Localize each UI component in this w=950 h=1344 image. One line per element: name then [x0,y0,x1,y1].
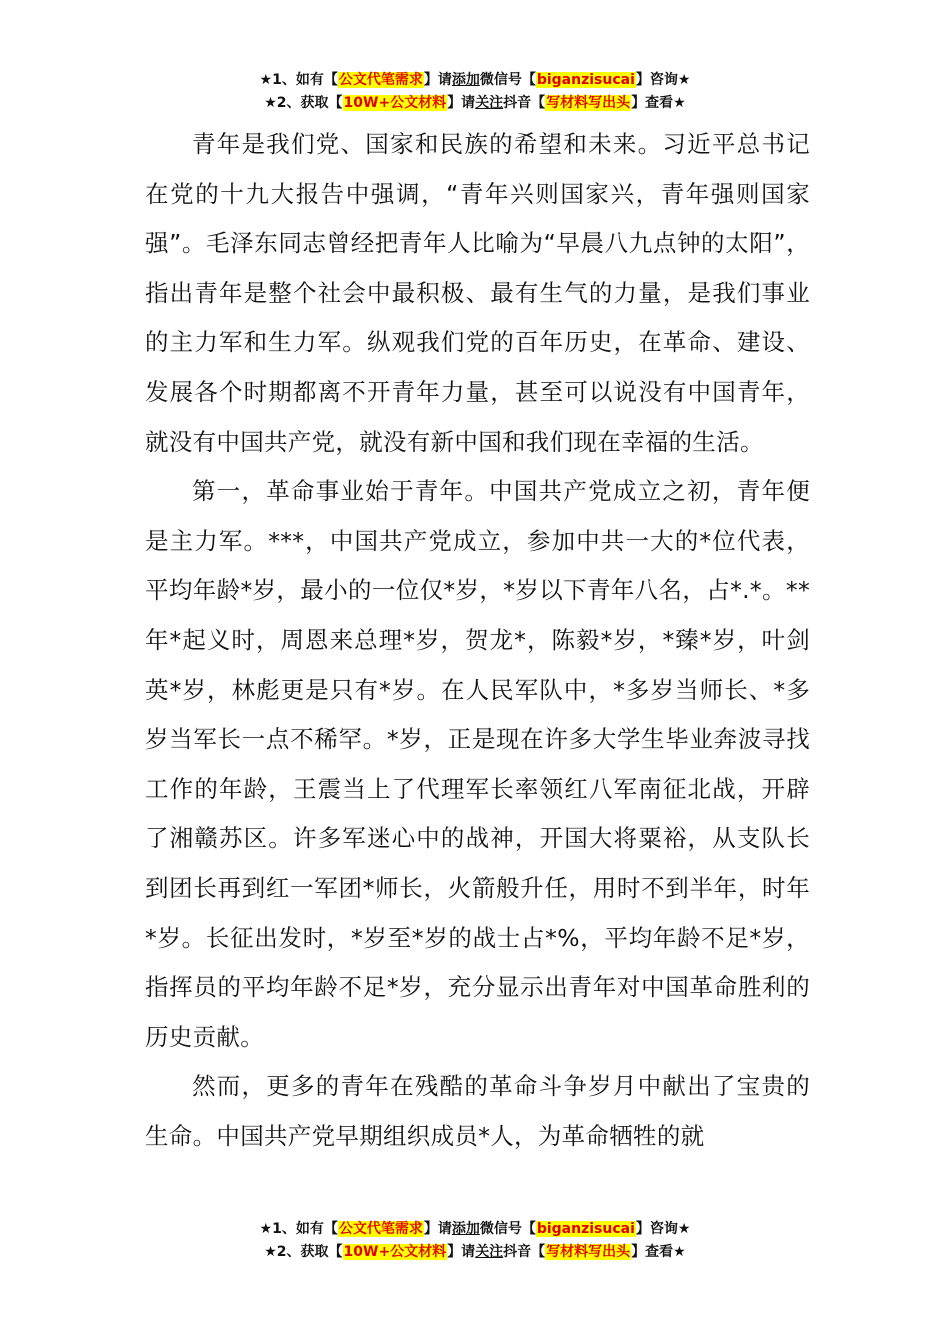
footer-line-1-prefix: ★1、如有【 [259,1221,338,1237]
banner-line-1-prefix: ★1、如有【 [259,72,338,88]
footer-highlight-ghostwriting: 公文代笔需求 [338,1221,423,1237]
footer-highlight-douyin-account: 写材料写出头 [546,1244,631,1260]
footer-line-1-mid2: 微信号【 [479,1221,536,1237]
banner-line-2 [0,92,950,115]
footer-banner-line-1 [0,1218,950,1241]
banner-line-2-mid: 】请 [447,95,476,111]
header-banner [0,69,950,115]
footer-line-2-mid2: 抖音【 [503,1244,546,1260]
banner-highlight-ghostwriting: 公文代笔需求 [338,72,423,88]
banner-line-2-suffix: 】查看★ [631,95,686,111]
banner-line-2-prefix: ★2、获取【 [264,95,343,111]
footer-line-1-mid: 】请 [423,1221,452,1237]
footer-line-2-suffix: 】查看★ [631,1244,686,1260]
banner-line-1 [0,69,950,92]
banner-highlight-wechat-id: biganzisucai [536,72,635,88]
paragraph-intro: 青年是我们党、国家和民族的希望和未来。习近平总书记在党的十九大报告中强调，“青年兴则国家兴，青年强则国家强”。毛泽东同志曾经把青年人比喻为“早晨八九点钟的太阳”，指出青年是整个社会中最积极、最有生气的力量，是我们事业的主力军和生力军。纵观我们党的百年历史，在革命、建设、发展各个时期都离不开青年力量，甚至可以说没有中国青年，就没有中国共产党，就没有新中国和我们现在幸福的生活。 [145,130,810,456]
banner-highlight-douyin-account: 写材料写出头 [546,95,631,111]
document-body [145,120,810,1161]
footer-highlight-wechat-id: biganzisucai [536,1221,635,1237]
footer-banner [0,1218,950,1264]
footer-underlined-follow: 关注 [475,1244,504,1260]
footer-line-2-prefix: ★2、获取【 [264,1244,343,1260]
paragraph-first-point: 第一，革命事业始于青年。中国共产党成立之初，青年便是主力军。***，中国共产党成立，参加中共一大的*位代表，平均年龄*岁，最小的一位仅*岁，*岁以下青年八名，占*.*。**年*起义时，周恩来总理*岁，贺龙*，陈毅*岁，*臻*岁，叶剑英*岁，林彪更是只有*岁。在人民军队中，*多岁当师长、*多岁当军长一点不稀罕。*岁，正是现在许多大学生毕业奔波寻找工作的年龄，王震当上了代理军长率领红八军南征北战，开辟了湘赣苏区。许多军迷心中的战神，开国大将粟裕，从支队长到团长再到红一军团*师长，火箭般升任，用时不到半年，时年*岁。长征出发时，*岁至*岁的战士占*%，平均年龄不足*岁，指挥员的平均年龄不足*岁，充分显示出青年对中国革命胜利的历史贡献。 [145,477,810,1051]
paragraph-however: 然而，更多的青年在残酷的革命斗争岁月中献出了宝贵的生命。中国共产党早期组织成员*人，为革命牺牲的就 [145,1072,810,1150]
footer-line-1-suffix: 】咨询★ [635,1221,691,1237]
banner-highlight-materials: 10W+公文材料 [343,95,447,111]
banner-line-1-mid2: 微信号【 [479,72,536,88]
footer-banner-line-2 [0,1241,950,1264]
banner-underlined-add: 添加 [451,72,480,88]
banner-line-1-suffix: 】咨询★ [635,72,691,88]
footer-underlined-add: 添加 [451,1221,480,1237]
banner-line-1-mid: 】请 [423,72,452,88]
banner-underlined-follow: 关注 [475,95,504,111]
footer-line-2-mid: 】请 [447,1244,476,1260]
footer-highlight-materials: 10W+公文材料 [343,1244,447,1260]
banner-line-2-mid2: 抖音【 [503,95,546,111]
